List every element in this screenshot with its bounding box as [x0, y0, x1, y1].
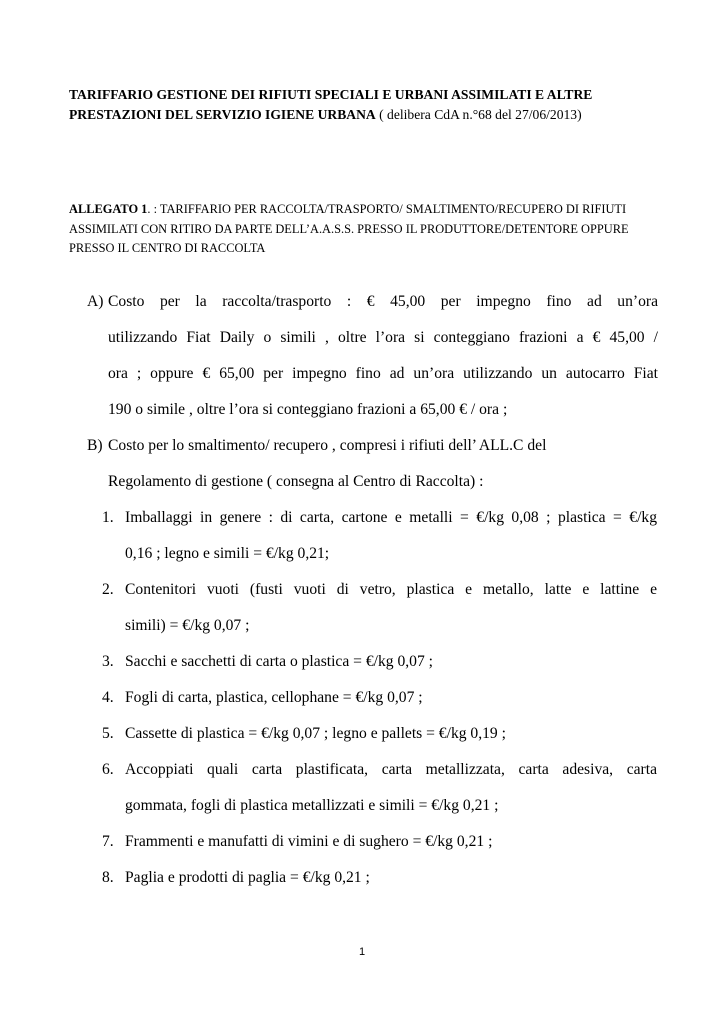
- section-line: Costo per lo smaltimento/ recupero , compresi i rifiuti dell’ ALL.C del: [108, 437, 547, 454]
- list-item-marker: 1.: [102, 509, 114, 526]
- tariff-body: [0, 284, 724, 896]
- document-title-note: ( delibera CdA n.°68 del 27/06/2013): [375, 107, 582, 122]
- list-item-line: Frammenti e manufatti di vimini e di sughero = €/kg 0,21 ;: [125, 833, 493, 850]
- section-marker: B): [87, 437, 103, 454]
- section-line: Regolamento di gestione ( consegna al Centro di Raccolta) :: [108, 473, 484, 490]
- page-number: 1: [358, 946, 366, 958]
- allegato-text: . : TARIFFARIO PER RACCOLTA/TRASPORTO/ SMALTIMENTO/RECUPERO DI RIFIUTI ASSIMILATI CON RITIRO DA PARTE DELL’A.A.S.S. PRESSO IL PRODUTTORE/DETENTORE OPPURE PRESSO IL CENTRO DI RACCOLTA: [69, 202, 629, 255]
- section-line: 190 o simile , oltre l’ora si conteggiano frazioni a 65,00 € / ora ;: [108, 401, 508, 418]
- list-item-line: Fogli di carta, plastica, cellophane = €/kg 0,07 ;: [125, 689, 423, 706]
- list-item-marker: 5.: [102, 725, 114, 742]
- list-item-marker: 3.: [102, 653, 114, 670]
- section-a: [0, 284, 658, 428]
- list-item-line: Cassette di plastica = €/kg 0,07 ; legno e pallets = €/kg 0,19 ;: [125, 725, 506, 742]
- section-line: Costo per la raccolta/trasporto : € 45,00 per impegno fino ad un’ora: [108, 293, 658, 310]
- list-item-line: gommata, fogli di plastica metallizzati e simili = €/kg 0,21 ;: [125, 797, 499, 814]
- document-title: TARIFFARIO GESTIONE DEI RIFIUTI SPECIALI E URBANI ASSIMILATI E ALTRE PRESTAZIONI DEL SERVIZIO IGIENE URBANA: [69, 87, 593, 122]
- section-line: utilizzando Fiat Daily o simili , oltre l’ora si conteggiano frazioni a € 45,00 /: [108, 329, 658, 346]
- list-item-marker: 7.: [102, 833, 114, 850]
- list-item: [0, 500, 657, 572]
- list-item: [0, 644, 657, 680]
- document-header: [69, 85, 659, 125]
- list-item-line: Sacchi e sacchetti di carta o plastica = €/kg 0,07 ;: [125, 653, 433, 670]
- list-item-line: Paglia e prodotti di paglia = €/kg 0,21 ;: [125, 869, 370, 886]
- allegato-heading: [69, 200, 659, 259]
- list-item-marker: 6.: [102, 761, 114, 778]
- allegato-label: ALLEGATO 1: [69, 202, 148, 216]
- section-b: [0, 428, 658, 500]
- list-item-line: Accoppiati quali carta plastificata, carta metallizzata, carta adesiva, carta: [125, 761, 657, 778]
- list-item-marker: 8.: [102, 869, 114, 886]
- list-item-marker: 4.: [102, 689, 114, 706]
- list-item-marker: 2.: [102, 581, 114, 598]
- section-marker: A): [87, 293, 104, 310]
- section-line: ora ; oppure € 65,00 per impegno fino ad un’ora utilizzando un autocarro Fiat: [108, 365, 658, 382]
- list-item: [0, 860, 657, 896]
- list-item-line: Imballaggi in genere : di carta, cartone e metalli = €/kg 0,08 ; plastica = €/kg: [125, 509, 657, 526]
- list-item: [0, 680, 657, 716]
- list-item: [0, 824, 657, 860]
- list-item: [0, 716, 657, 752]
- list-item: [0, 572, 657, 644]
- list-item-line: simili) = €/kg 0,07 ;: [125, 617, 250, 634]
- list-item: [0, 752, 657, 824]
- list-item-line: Contenitori vuoti (fusti vuoti di vetro, plastica e metallo, latte e lattine e: [125, 581, 657, 598]
- list-item-line: 0,16 ; legno e simili = €/kg 0,21;: [125, 545, 330, 562]
